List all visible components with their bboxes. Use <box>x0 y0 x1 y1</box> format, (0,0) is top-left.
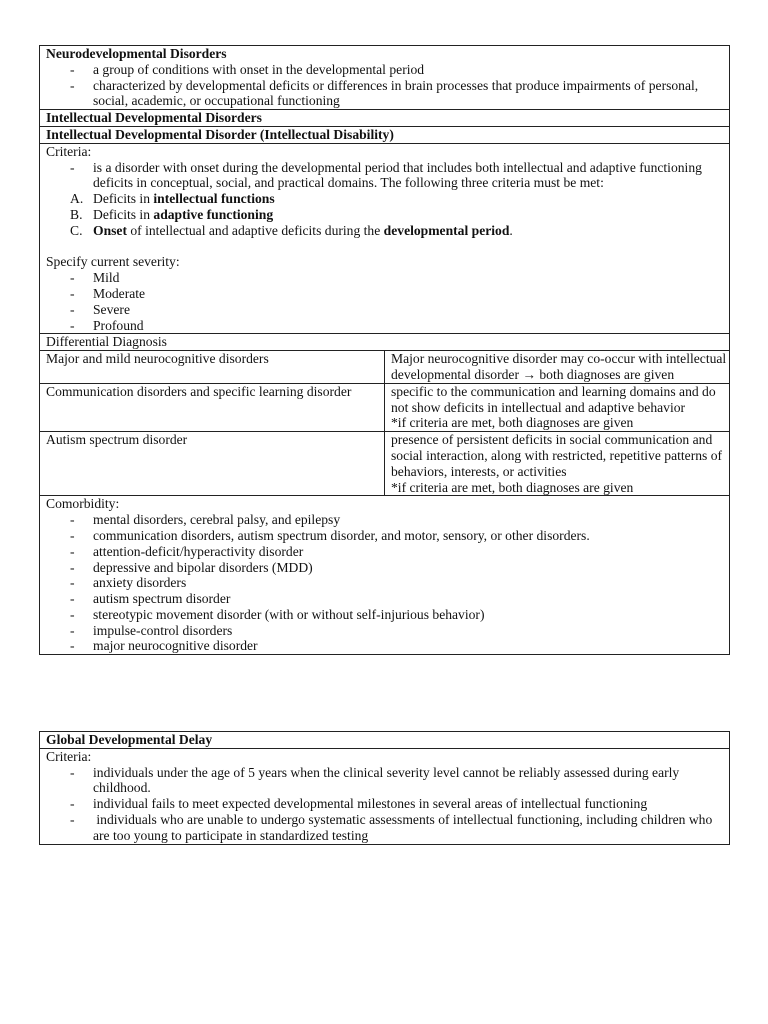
criterion-text: Deficits in <box>93 206 154 222</box>
list-item: - a group of conditions with onset in the developmental period <box>46 62 729 78</box>
table-row <box>40 351 730 384</box>
neuro-cell <box>40 46 730 110</box>
differential-note <box>385 351 730 384</box>
subsection-row <box>40 126 730 143</box>
list-item: - attention-deficit/hyperactivity disorder <box>46 544 729 560</box>
differential-note <box>385 432 730 496</box>
list-item: - major neurocognitive disorder <box>46 638 729 654</box>
gdd-title: Global Developmental Delay <box>40 732 730 749</box>
differential-condition: Major and mild neurocognitive disorders <box>40 351 385 384</box>
criterion-bold: adaptive functioning <box>153 206 274 222</box>
criterion-bold: Onset <box>93 222 127 238</box>
differential-condition: Autism spectrum disorder <box>40 432 385 496</box>
list-item: - stereotypic movement disorder (with or without self-injurious behavior) <box>46 607 729 623</box>
note-line: *if criteria are met, both diagnoses are given <box>391 415 634 431</box>
subsection-title: Intellectual Developmental Disorder (Intellectual Disability) <box>40 126 730 143</box>
gdd-criteria-list <box>46 765 729 844</box>
table-row <box>40 432 730 496</box>
neuro-row <box>40 46 730 110</box>
comorbidity-cell <box>40 496 730 655</box>
note-line: specific to the communication and learning domains and do not show deficits in intellectual and adaptive behavior <box>391 383 716 415</box>
severity-item: - Severe <box>46 302 729 318</box>
criteria-row <box>40 143 730 334</box>
severity-item: - Mild <box>46 270 729 286</box>
comorbidity-label: Comorbidity: <box>46 496 120 512</box>
list-item: - autism spectrum disorder <box>46 591 729 607</box>
criterion-text: of intellectual and adaptive deficits during the <box>126 222 384 238</box>
list-item: - individuals who are unable to undergo systematic assessments of intellectual functioning, including children who are too young to participate in standardized testing <box>46 812 729 844</box>
criteria-label: Criteria: <box>46 143 92 159</box>
list-item: - mental disorders, cerebral palsy, and epilepsy <box>46 512 729 528</box>
criterion-bold: developmental period <box>383 222 510 238</box>
list-item: - anxiety disorders <box>46 575 729 591</box>
list-item: - depressive and bipolar disorders (MDD) <box>46 560 729 576</box>
criterion-marker: C. <box>70 222 83 238</box>
note-line: Major neurocognitive disorder may co-occur with intellectual developmental disorder → both diagnoses are given <box>391 351 727 382</box>
list-item: - characterized by developmental deficits or differences in brain processes that produce impairments of personal, social, academic, or occupational functioning <box>46 78 729 110</box>
criteria-cell <box>40 143 730 334</box>
spacer <box>46 239 729 255</box>
comorbidity-list <box>46 512 729 654</box>
global-developmental-delay-table <box>39 731 730 845</box>
gdd-criteria-row <box>40 748 730 844</box>
comorbidity-row <box>40 496 730 655</box>
differential-title-row <box>40 334 730 351</box>
neuro-bullets <box>46 62 729 109</box>
criterion-marker: A. <box>70 191 84 207</box>
criterion-marker: B. <box>70 206 83 222</box>
severity-list <box>46 270 729 333</box>
list-item: - impulse-control disorders <box>46 623 729 639</box>
neurodevelopmental-disorders-table <box>39 45 730 655</box>
note-line: *if criteria are met, both diagnoses are given <box>391 479 634 495</box>
neuro-title: Neurodevelopmental Disorders <box>46 46 227 61</box>
severity-label: Specify current severity: <box>46 254 180 270</box>
list-item: - individual fails to meet expected developmental milestones in several areas of intellectual functioning <box>46 796 729 812</box>
section-title: Intellectual Developmental Disorders <box>40 110 730 127</box>
gdd-criteria-cell <box>40 748 730 844</box>
differential-title: Differential Diagnosis <box>40 334 730 351</box>
severity-item: - Moderate <box>46 286 729 302</box>
severity-item: - Profound <box>46 318 729 334</box>
criterion-text: . <box>509 222 513 238</box>
list-item: - communication disorders, autism spectrum disorder, and motor, sensory, or other disorders. <box>46 528 729 544</box>
section-row <box>40 110 730 127</box>
differential-note <box>385 383 730 431</box>
criterion-a <box>46 191 729 207</box>
note-line: presence of persistent deficits in social communication and social interaction, along with restricted, repetitive patterns of behaviors, interests, or activities <box>391 432 723 479</box>
gdd-criteria-label: Criteria: <box>46 748 92 764</box>
criterion-bold: intellectual functions <box>153 191 275 207</box>
list-item: - individuals under the age of 5 years when the clinical severity level cannot be reliably assessed during early childhood. <box>46 765 729 797</box>
table-row <box>40 383 730 431</box>
criteria-items <box>46 191 729 238</box>
criterion-text: Deficits in <box>93 191 154 207</box>
differential-condition: Communication disorders and specific learning disorder <box>40 383 385 431</box>
criterion-c <box>46 223 729 239</box>
criteria-bullets <box>46 160 729 192</box>
criteria-bullet: - is a disorder with onset during the developmental period that includes both intellectual and adaptive functioning deficits in conceptual, social, and practical domains. The following three criteria must be met: <box>46 160 729 192</box>
gdd-title-row <box>40 732 730 749</box>
criterion-b <box>46 207 729 223</box>
